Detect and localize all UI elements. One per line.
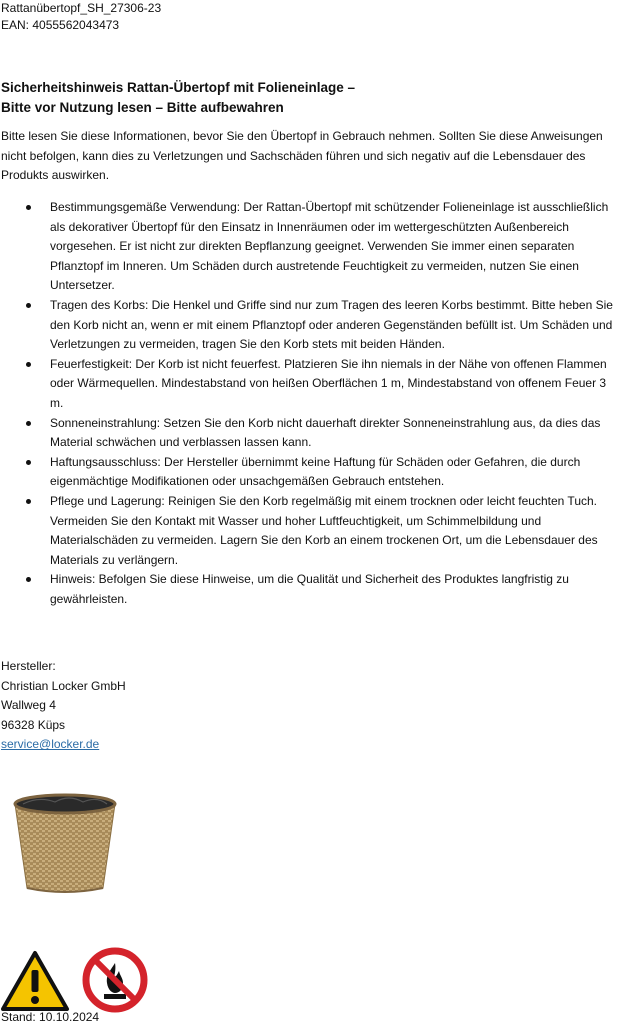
list-item-text: Bestimmungsgemäße Verwendung: Der Rattan-Übertopf mit schützender Folieneinlage ist ausschließlich als dekorativer Übertopf für den Einsatz in Innenräumen oder im wettergeschützten Außenbereich vorgesehen. Er ist nicht zur direkten Bepflanzung geeignet. Verwenden Sie immer einen separaten Pflanztopf im Inneren. Um Schäden durch austretende Feuchtigkeit zu vermeiden, nutzen Sie einen Untersetzer. [50, 200, 609, 293]
bullet-icon [26, 303, 31, 308]
list-item [0, 453, 617, 492]
bullet-icon [26, 460, 31, 465]
manufacturer-label: Hersteller: [1, 659, 56, 673]
manufacturer-street: Wallweg 4 [1, 698, 56, 713]
safety-list [0, 198, 617, 609]
list-item [0, 414, 617, 453]
list-item [0, 570, 617, 609]
intro-paragraph: Bitte lesen Sie diese Informationen, bevor Sie den Übertopf in Gebrauch nehmen. Sollten Sie diese Anweisungen nicht befolgen, kann dies zu Verletzungen und Sachschäden führen und sich negativ auf die Lebensdauer des Produkts auswirken. [1, 129, 603, 183]
list-item-text: Sonneneinstrahlung: Setzen Sie den Korb nicht dauerhaft direkter Sonneneinstrahlung aus, da dies das Material schwächen und verblassen lassen kann. [50, 415, 601, 450]
no-open-flame-icon [82, 947, 148, 1013]
title-line-2: Bitte vor Nutzung lesen – Bitte aufbewahren [1, 100, 284, 115]
document-title [1, 78, 613, 118]
list-item-text: Haftungsausschluss: Der Hersteller übernimmt keine Haftung für Schäden oder Gefahren, die durch eigenmächtige Modifikationen oder unsachgemäßen Gebrauch entstehen. [50, 454, 581, 489]
ean-code: EAN: 4055562043473 [1, 18, 120, 32]
bullet-icon [26, 577, 31, 582]
document-date: Stand: 10.10.2024 [1, 1010, 100, 1024]
manufacturer-name: Christian Locker GmbH [1, 678, 126, 693]
bullet-icon [26, 421, 31, 426]
bullet-icon [26, 499, 31, 504]
bullet-icon [26, 362, 31, 367]
list-item [0, 296, 617, 355]
list-item [0, 492, 617, 570]
manufacturer-block [1, 657, 126, 755]
list-item-text: Pflege und Lagerung: Reinigen Sie den Korb regelmäßig mit einem trocknen oder leicht feuchten Tuch. Vermeiden Sie den Kontakt mit Wasser und hoher Luftfeuchtigkeit, um Schimmelbildung und Materialschäden zu vermeiden. Lagern Sie den Korb an einem trockenen Ort, um die Lebensdauer des Materials zu verlängern. [50, 493, 598, 567]
rattan-basket-icon [9, 790, 121, 898]
title-line-1: Sicherheitshinweis Rattan-Übertopf mit Folieneinlage – [1, 80, 356, 95]
warning-triangle-icon [0, 950, 70, 1012]
bullet-icon [26, 205, 31, 210]
list-item [0, 198, 617, 296]
manufacturer-email-link[interactable]: service@locker.de [1, 737, 100, 752]
list-item [0, 355, 617, 414]
list-item-text: Feuerfestigkeit: Der Korb ist nicht feuerfest. Platzieren Sie ihn niemals in der Nähe von offenen Flammen oder Wärmequellen. Mindestabstand von heißen Oberflächen 1 m, Mindestabstand von offenem Feuer 3 m. [50, 356, 607, 410]
list-item-text: Hinweis: Befolgen Sie diese Hinweise, um die Qualität und Sicherheit des Produktes langfristig zu gewährleisten. [50, 572, 569, 606]
article-code: Rattanübertopf_SH_27306-23 [1, 1, 162, 15]
list-item-text: Tragen des Korbs: Die Henkel und Griffe sind nur zum Tragen des leeren Korbs bestimmt. Bitte heben Sie den Korb nicht an, wenn er mit einem Pflanztopf oder anderen Gegenständen befüllt ist. Um Schäden und Verletzungen zu vermeiden, tragen Sie den Korb stets mit beiden Händen. [50, 297, 613, 352]
manufacturer-city: 96328 Küps [1, 717, 66, 732]
